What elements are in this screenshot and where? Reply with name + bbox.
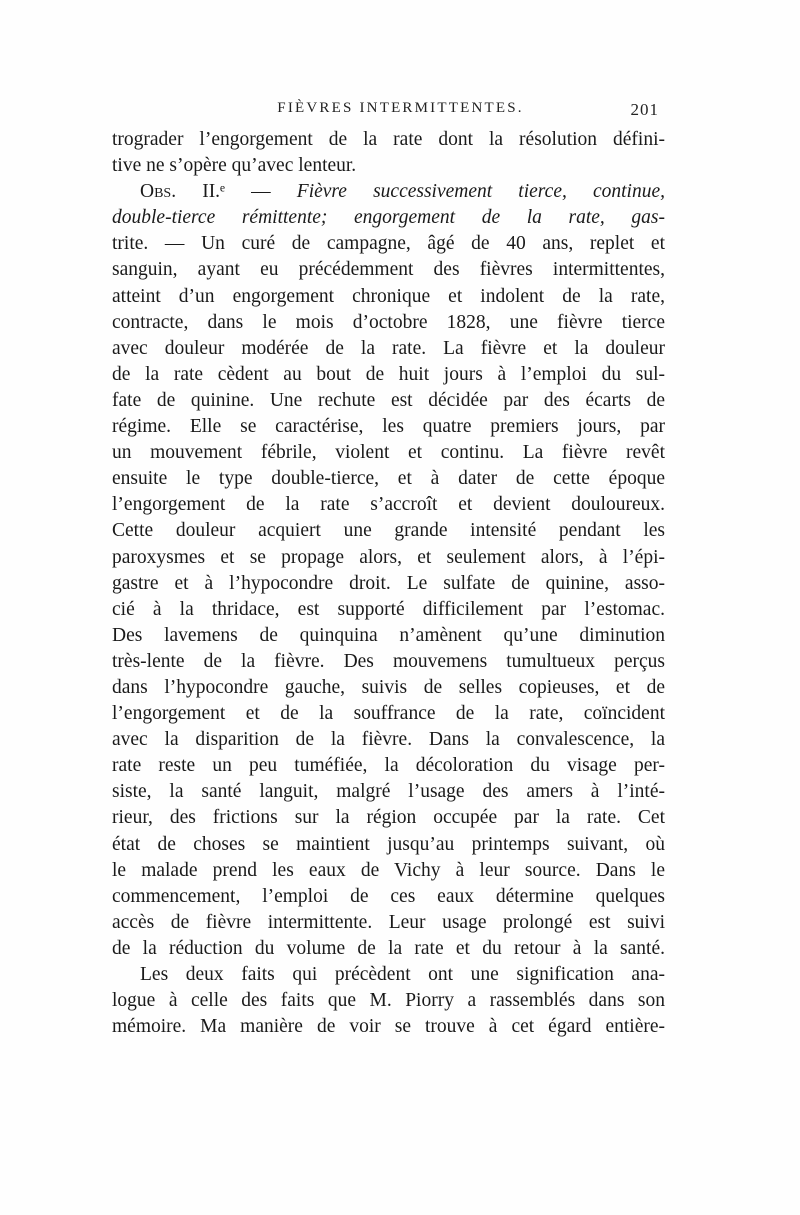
text-line-26: siste, la santé languit, malgré l’usage des amers à l’inté- bbox=[112, 781, 665, 803]
text-line-25: rate reste un peu tuméfiée, la décoloration du visage per- bbox=[112, 755, 665, 777]
observation-label: Obs. II.ᵉ — bbox=[140, 181, 297, 203]
text-line-12: régime. Elle se caractérise, les quatre premiers jours, par bbox=[112, 416, 665, 438]
text-line-32: de la réduction du volume de la rate et du retour à la santé. bbox=[112, 937, 665, 959]
text-line-6: sanguin, ayant eu précédemment des fièvres intermittentes, bbox=[112, 259, 665, 281]
observation-heading-line-1 bbox=[112, 179, 665, 205]
text-line-24: avec la disparition de la fièvre. Dans la convalescence, la bbox=[112, 729, 665, 751]
text-line-18: gastre et à l’hypocondre droit. Le sulfate de quinine, asso- bbox=[112, 572, 665, 594]
text-line-2: tive ne s’opère qu’avec lenteur. bbox=[112, 155, 357, 177]
text-line-35: mémoire. Ma manière de voir se trouve à cet égard entière- bbox=[112, 1016, 665, 1038]
observation-heading-line-2: double-tierce rémittente; engorgement de la rate, gas- bbox=[112, 207, 665, 229]
text-line-30: commencement, l’emploi de ces eaux détermine quelques bbox=[112, 885, 665, 907]
observation-title: Fièvre successivement tierce, continue, bbox=[296, 181, 665, 203]
text-line-17: paroxysmes et se propage alors, et seulement alors, à l’épi- bbox=[112, 546, 665, 568]
text-line-10: de la rate cèdent au bout de huit jours à l’emploi du sul- bbox=[112, 363, 665, 385]
text-line-21: très-lente de la fièvre. Des mouvemens tumultueux perçus bbox=[112, 650, 665, 672]
text-line-16: Cette douleur acquiert une grande intensité pendant les bbox=[112, 520, 665, 542]
running-head bbox=[142, 100, 659, 124]
text-line-14: ensuite le type double-tierce, et à dater de cette époque bbox=[112, 468, 665, 490]
text-line-1: trograder l’engorgement de la rate dont la résolution défini- bbox=[112, 129, 665, 150]
text-line-23: l’engorgement et de la souffrance de la rate, coïncident bbox=[112, 703, 665, 725]
text-line-15: l’engorgement de la rate s’accroît et devient douloureux. bbox=[112, 494, 665, 516]
text-line-9: avec douleur modérée de la rate. La fièvre et la douleur bbox=[112, 337, 665, 359]
body-text bbox=[112, 127, 665, 1040]
running-title: FIÈVRES INTERMITTENTES. bbox=[277, 100, 524, 116]
text-line-31: accès de fièvre intermittente. Leur usage prolongé est suivi bbox=[112, 911, 665, 933]
text-line-5: trite. — Un curé de campagne, âgé de 40 ans, replet et bbox=[112, 233, 665, 255]
text-line-29: le malade prend les eaux de Vichy à leur source. Dans le bbox=[112, 859, 665, 881]
text-line-8: contracte, dans le mois d’octobre 1828, une fièvre tierce bbox=[112, 311, 665, 333]
text-line-19: cié à la thridace, est supporté difficilement par l’estomac. bbox=[112, 598, 665, 620]
text-line-34: logue à celle des faits que M. Piorry a rassemblés dans son bbox=[112, 990, 665, 1012]
text-line-28: état de choses se maintient jusqu’au printemps suivant, où bbox=[112, 833, 665, 855]
text-line-27: rieur, des frictions sur la région occupée par la rate. Cet bbox=[112, 807, 665, 829]
text-line-13: un mouvement fébrile, violent et continu. La fièvre revêt bbox=[112, 442, 665, 464]
text-line-7: atteint d’un engorgement chronique et indolent de la rate, bbox=[112, 285, 665, 307]
text-line-20: Des lavemens de quinquina n’amènent qu’une diminution bbox=[112, 624, 665, 646]
text-line-22: dans l’hypocondre gauche, suivis de selles copieuses, et de bbox=[112, 676, 665, 698]
page-number: 201 bbox=[630, 100, 659, 119]
text-line-11: fate de quinine. Une rechute est décidée par des écarts de bbox=[112, 389, 665, 411]
text-line-33: Les deux faits qui précèdent ont une signification ana- bbox=[140, 964, 665, 985]
